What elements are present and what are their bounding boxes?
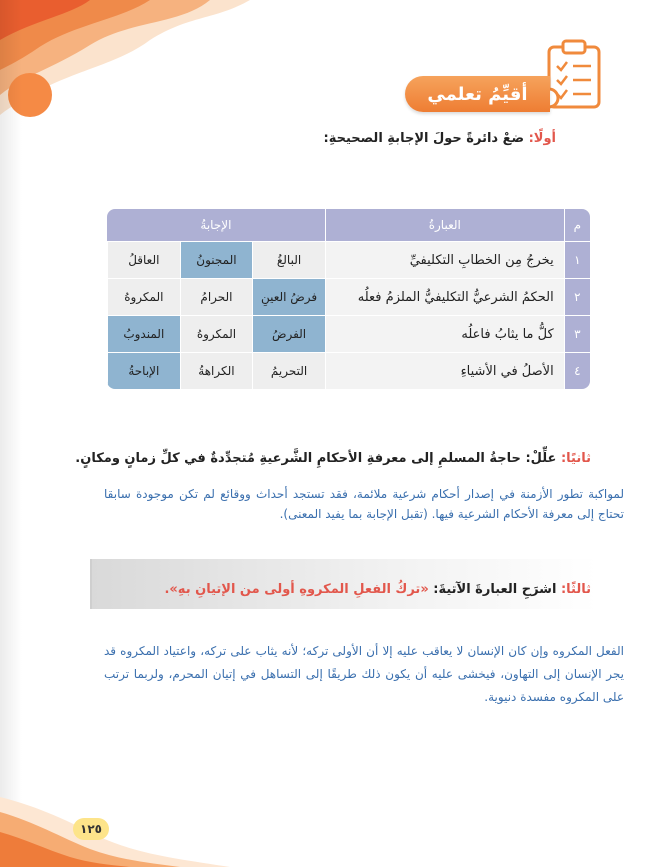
page-number: ١٢٥ [73, 818, 109, 840]
question-2-text: علِّلْ: حاجةُ المسلمِ إلى معرفةِ الأحكامِ الشَّرعيةِ مُتجدِّدةٌ في كلِّ زمانٍ ومكانٍ. [75, 451, 557, 466]
row-number: ٤ [564, 352, 590, 389]
answer-option[interactable]: الكراهةُ [180, 352, 253, 389]
answer-option-selected[interactable]: فرضُ العينِ [252, 278, 325, 315]
answer-option[interactable]: البالغُ [252, 241, 325, 278]
row-statement: الحكمُ الشرعيُّ التكليفيُّ الملزمُ فعلُه [325, 278, 564, 315]
answer-option[interactable]: التحريمُ [252, 352, 325, 389]
answer-option[interactable]: المكروهُ [107, 278, 180, 315]
table-row [107, 241, 590, 278]
table-row [107, 315, 590, 352]
row-statement: الأصلُ في الأشياءِ [325, 352, 564, 389]
table-row [107, 278, 590, 315]
decorative-wave-bottom-left [0, 777, 230, 867]
answer-option-selected[interactable]: الإباحةُ [107, 352, 180, 389]
answer-option[interactable]: المكروهُ [180, 315, 253, 352]
answer-option-selected[interactable]: المندوبُ [107, 315, 180, 352]
row-number: ٣ [564, 315, 590, 352]
row-statement: كلُّ ما يثابُ فاعلُه [325, 315, 564, 352]
col-header-answer: الإجابةُ [107, 209, 325, 241]
question-3-quote: «تركُ الفعلِ المكروهِ أولى من الإتيانِ بهِ». [164, 582, 429, 597]
row-number: ١ [564, 241, 590, 278]
question-1-number: أولًا: [528, 131, 556, 146]
question-1 [324, 131, 557, 146]
question-1-text: ضعْ دائرةً حولَ الإجابةِ الصحيحةِ: [323, 131, 525, 146]
answer-option[interactable]: العاقلُ [107, 241, 180, 278]
question-2 [75, 451, 591, 466]
col-header-number: م [564, 209, 590, 241]
section-title-badge [405, 76, 550, 112]
question-2-number: ثانيًا: [560, 451, 591, 466]
section-title: أقيِّمُ تعلمي [427, 83, 528, 105]
answer-option-selected[interactable]: الفرضُ [252, 315, 325, 352]
table-row [107, 352, 590, 389]
answer-option-selected[interactable]: المجنونُ [180, 241, 253, 278]
answer-option[interactable]: الحرامُ [180, 278, 253, 315]
page-fold-shadow [0, 0, 22, 867]
table-header-row [107, 209, 590, 241]
answers-table [107, 209, 590, 389]
answer-3-text: الفعل المكروه وإن كان الإنسان لا يعاقب عليه إلا أن الأولى تركه؛ لأنه يثاب على تركه، واعتياد المكروه قد يجر الإنسان إلى التهاون، فيخشى عليه أن يكون ذلك طريقًا إلى التساهل في إتيان المحرم، ولربما ترتب على المكروه مفسدة دنيوية. [104, 644, 624, 704]
row-statement: يخرجُ مِن الخطابِ التكليفيِّ [325, 241, 564, 278]
decorative-wave-top-left [0, 0, 250, 120]
question-3 [164, 582, 591, 597]
answer-2-text: لمواكبة تطور الأزمنة في إصدار أحكام شرعية ملائمة، فقد تستجد أحداث ووقائع لم تكن موجودة سابقا تحتاج إلى معرفة الأحكام الشرعية فيها. (تقبل الإجابة بما يفيد المعنى). [104, 487, 624, 521]
col-header-statement: العبارةُ [325, 209, 564, 241]
row-number: ٢ [564, 278, 590, 315]
question-3-text: اشرَحِ العبارةَ الآتيةَ: [433, 582, 557, 597]
question-3-number: ثالثًا: [560, 582, 591, 597]
